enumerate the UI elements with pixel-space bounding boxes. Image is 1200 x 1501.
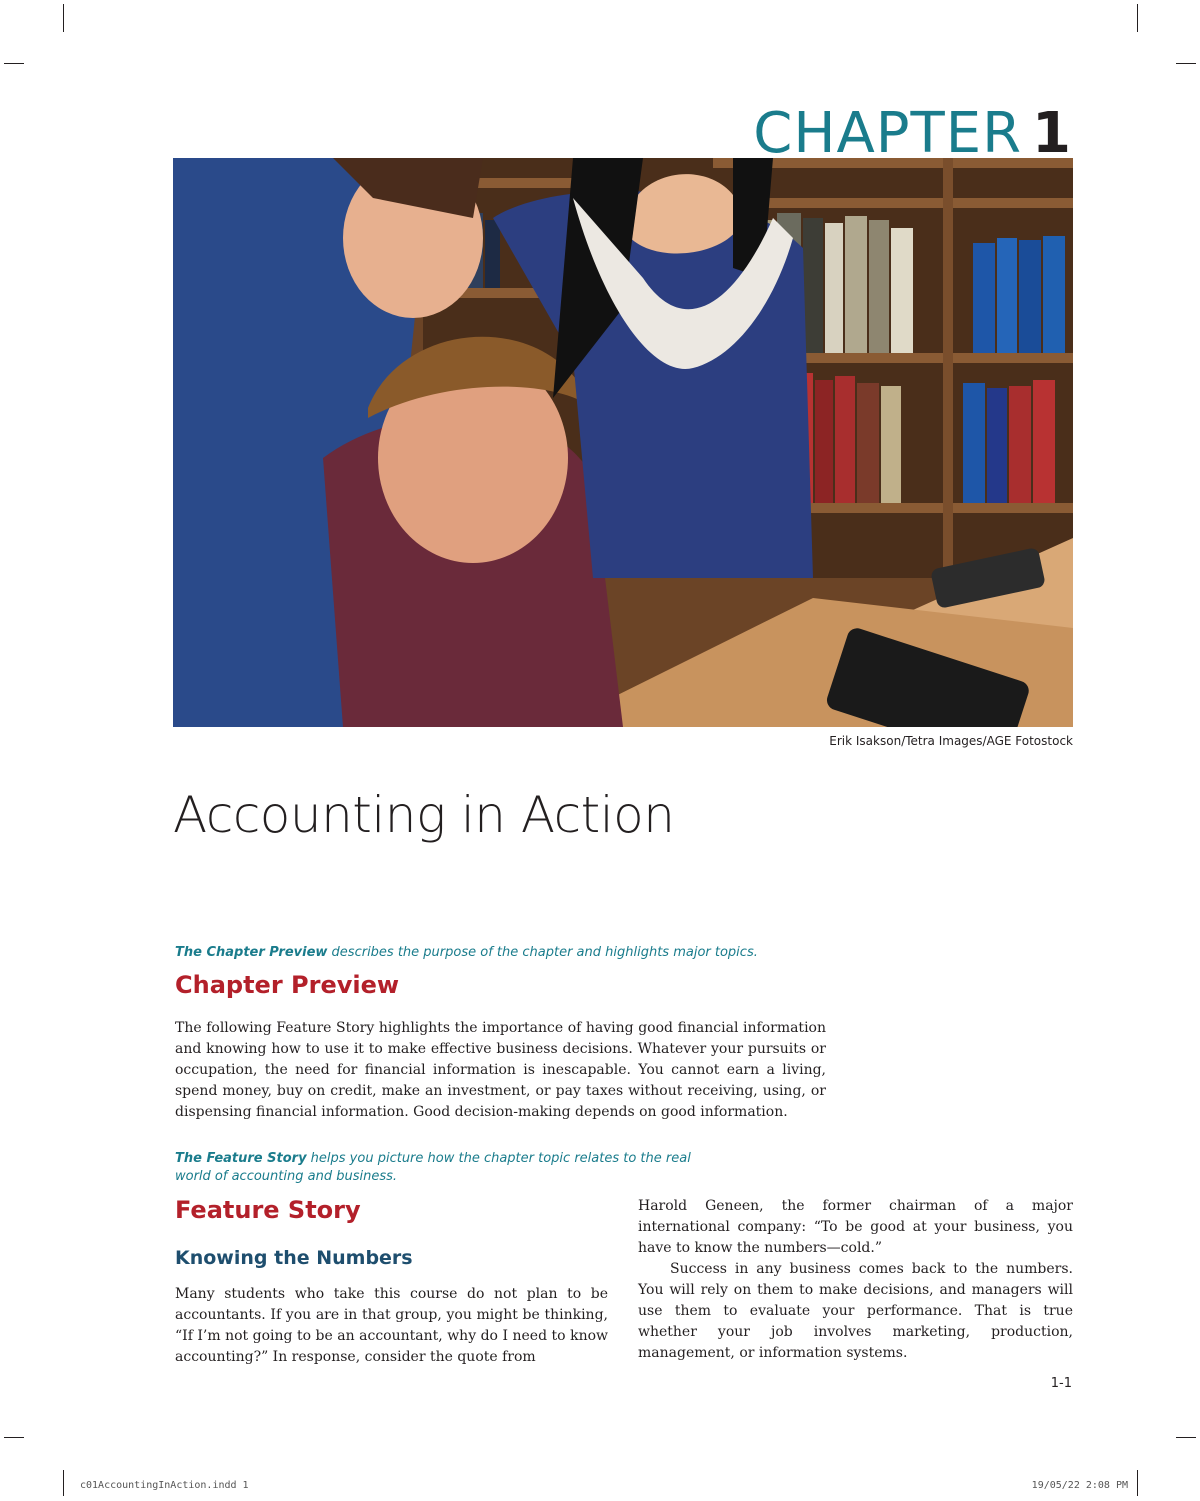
page-number: 1-1: [1050, 1376, 1072, 1391]
slug-timestamp: 19/05/22 2:08 PM: [1031, 1480, 1128, 1491]
crop-mark: [63, 4, 64, 32]
chapter-number: 1: [1032, 101, 1072, 166]
feature-story-paragraph: Success in any business comes back to the numbers. You will rely on them to make decisions, and managers will use them to evaluate your performance. That is true whether your job involves marketing, production, management, or information systems.: [638, 1261, 1073, 1361]
crop-mark: [1137, 1470, 1138, 1496]
preview-note-text: describes the purpose of the chapter and highlights major topics.: [327, 945, 758, 960]
chapter-word: CHAPTER: [753, 101, 1023, 166]
chapter-title: Accounting in Action: [173, 786, 675, 844]
preview-note-emph: The Chapter Preview: [175, 945, 328, 960]
slug-file: c01AccountingInAction.indd 1: [80, 1480, 249, 1491]
feature-story-paragraph: Many students who take this course do not plan to be accountants. If you are in that group, you might be thinking, “If I’m not going to be an accountant, why do I need to know accounting?” In response, consider the quote from: [175, 1286, 608, 1365]
chapter-heading: [753, 101, 1072, 166]
feature-note: [175, 1150, 715, 1186]
feature-story-column-left: [175, 1284, 608, 1368]
chapter-preview-paragraph: The following Feature Story highlights the importance of having good financial information and knowing how to use it to make effective business decisions. Whatever your pursuits or occupation, the need for financial information is inescapable. You cannot earn a living, spend money, buy on credit, make an investment, or pay taxes without receiving, using, or dispensing financial information. Good decision-making depends on good information.: [175, 1020, 826, 1120]
crop-mark: [63, 1470, 64, 1496]
chapter-preview-heading: Chapter Preview: [175, 971, 400, 999]
crop-mark: [4, 1437, 24, 1438]
feature-story-column-right: [638, 1196, 1073, 1364]
feature-story-paragraph: Harold Geneen, the former chairman of a major international company: “To be good at your business, you have to know the numbers—cold.”: [638, 1198, 1073, 1256]
chapter-opener-photo: [173, 158, 1073, 727]
photo-credit: Erik Isakson/Tetra Images/AGE Fotostock: [829, 734, 1073, 748]
feature-story-heading: Feature Story: [175, 1196, 361, 1224]
crop-mark: [1176, 63, 1196, 64]
crop-mark: [4, 63, 24, 64]
feature-note-emph: The Feature Story: [175, 1151, 307, 1166]
feature-story-subheading: Knowing the Numbers: [175, 1247, 413, 1269]
crop-mark: [1137, 4, 1138, 32]
crop-mark: [1176, 1437, 1196, 1438]
preview-note: [175, 944, 815, 962]
feature-note-text: helps you picture how the chapter topic relates to the real world of accounting and business.: [175, 1151, 691, 1184]
chapter-preview-body: [175, 1018, 826, 1123]
